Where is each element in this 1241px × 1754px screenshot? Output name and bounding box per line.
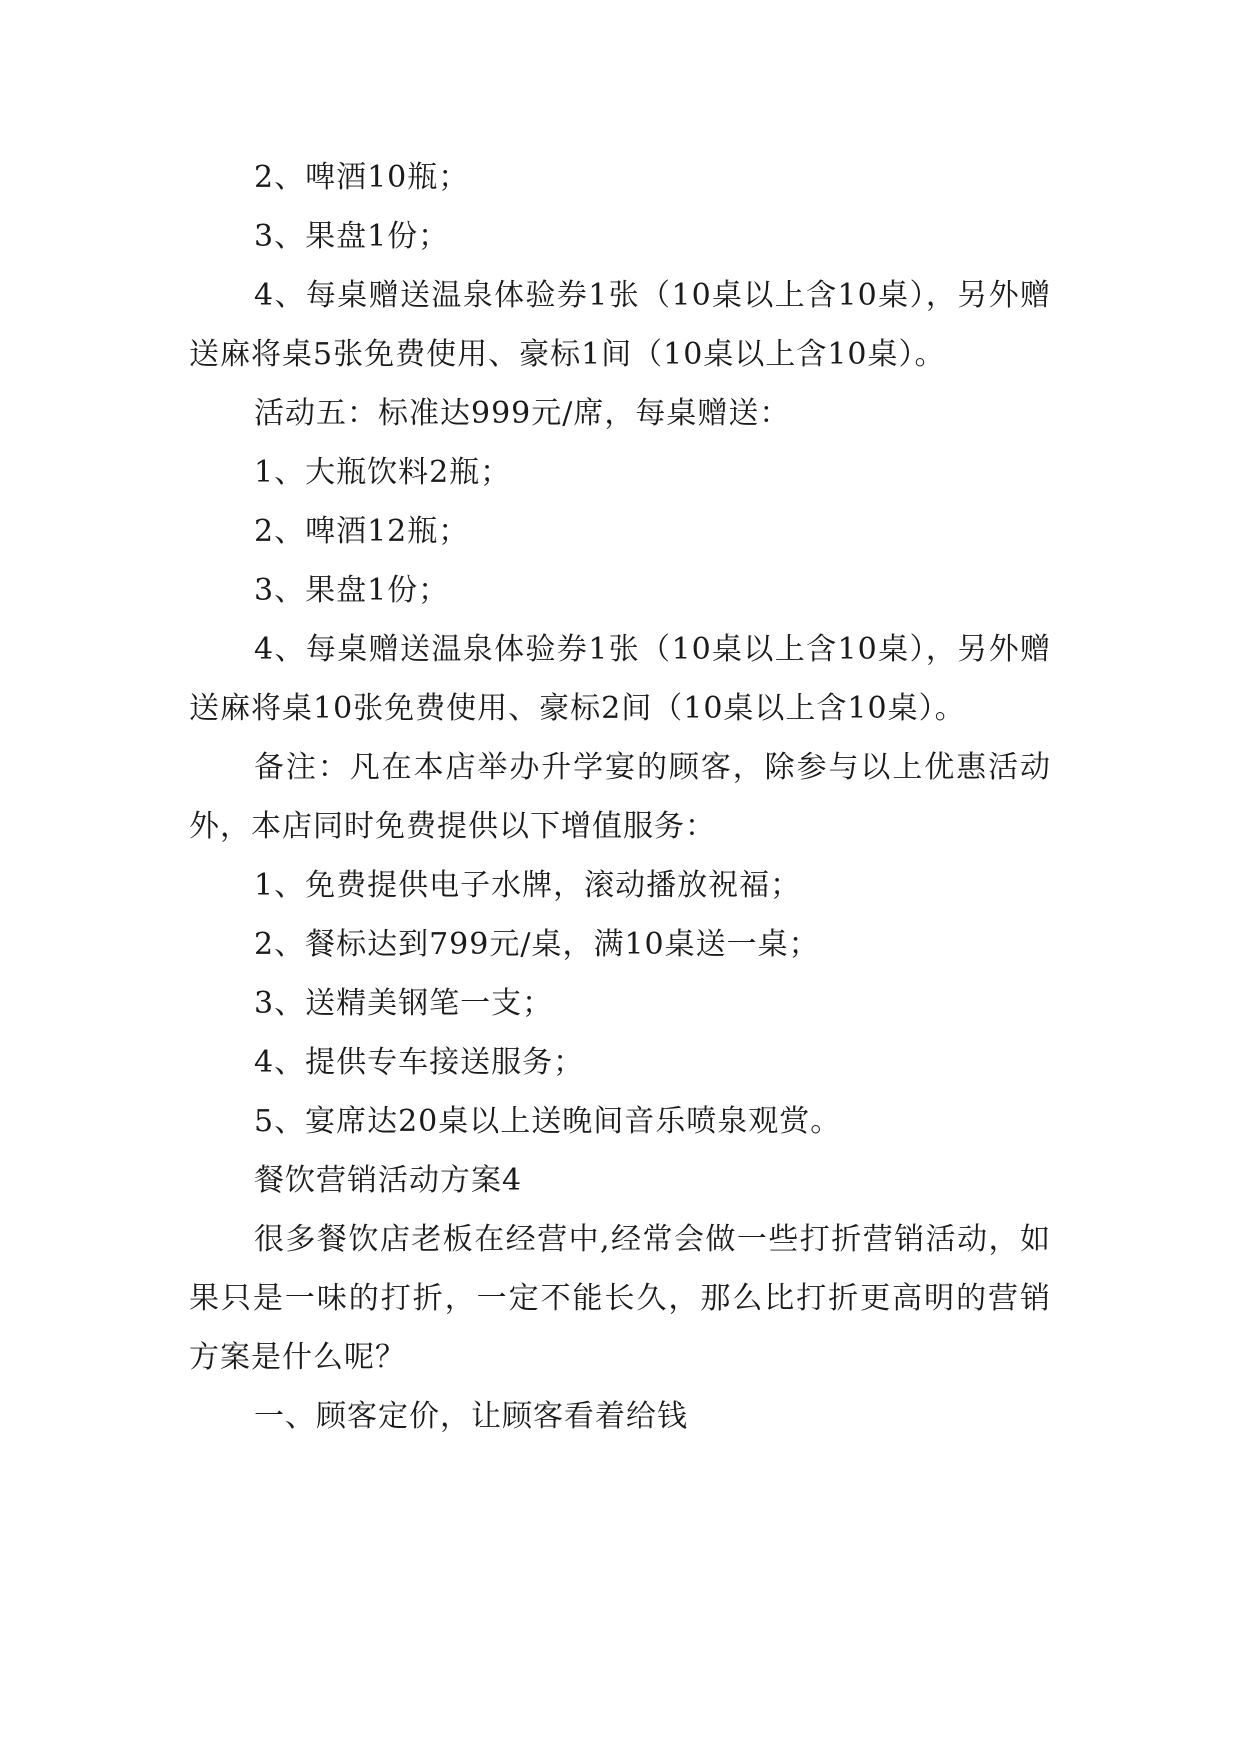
paragraph-service-4: 4、提供专车接送服务； xyxy=(254,1045,585,1080)
paragraph-beer-12: 2、啤酒12瓶； xyxy=(254,514,470,549)
paragraph-intro: 很多餐饮店老板在经营中,经常会做一些打折营销活动，如果只是一味的打折，一定不能长久，那么比打折更高明的营销方案是什么呢？ xyxy=(189,1222,1051,1375)
paragraph-large-drinks: 1、大瓶饮料2瓶； xyxy=(254,455,512,490)
paragraph-customer-pricing: 一、顾客定价，让顾客看着给钱 xyxy=(254,1399,688,1434)
paragraph-activity-five: 活动五：标准达999元/席，每桌赠送： xyxy=(254,396,791,431)
paragraph-remarks: 备注：凡在本店举办升学宴的顾客，除参与以上优惠活动外，本店同时免费提供以下增值服务： xyxy=(189,750,1051,844)
document-body xyxy=(189,148,1051,1446)
paragraph-beer-10: 2、啤酒10瓶； xyxy=(254,160,470,195)
paragraph-service-2: 2、餐标达到799元/桌，满10桌送一桌； xyxy=(254,927,820,962)
paragraph-service-1: 1、免费提供电子水牌，滚动播放祝福； xyxy=(254,868,802,903)
paragraph-fruit-plate-2: 3、果盘1份； xyxy=(254,573,450,608)
section-heading-plan-4: 餐饮营销活动方案4 xyxy=(254,1163,523,1198)
paragraph-service-5: 5、宴席达20桌以上送晚间音乐喷泉观赏。 xyxy=(254,1104,842,1139)
paragraph-hot-spring-voucher-1: 4、每桌赠送温泉体验券1张（10桌以上含10桌），另外赠送麻将桌5张免费使用、豪标1间（10桌以上含10桌）。 xyxy=(189,278,1051,372)
paragraph-service-3: 3、送精美钢笔一支； xyxy=(254,986,554,1021)
paragraph-hot-spring-voucher-2: 4、每桌赠送温泉体验券1张（10桌以上含10桌），另外赠送麻将桌10张免费使用、豪标2间（10桌以上含10桌）。 xyxy=(189,632,1051,726)
paragraph-fruit-plate-1: 3、果盘1份； xyxy=(254,219,450,254)
